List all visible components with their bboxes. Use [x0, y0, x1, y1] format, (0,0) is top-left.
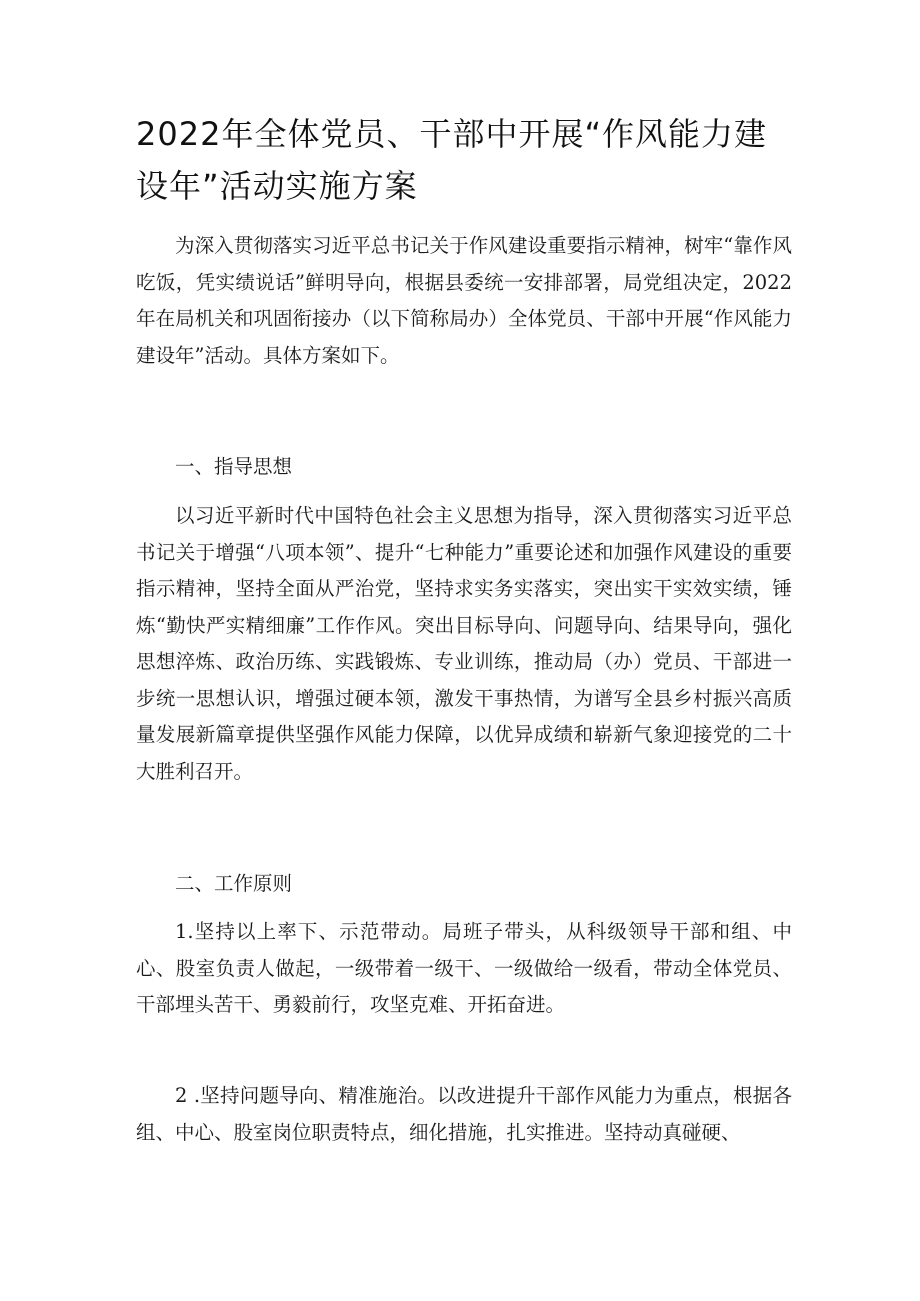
principle-1-paragraph: 1.坚持以上率下、示范带动。局班子带头，从科级领导干部和组、中心、股室负责人做起，一级带着一级干、一级做给一级看，带动全体党员、干部埋头苦干、勇毅前行，攻坚克难、开拓奋进。	[136, 920, 792, 1016]
guiding-ideology-paragraph: 以习近平新时代中国特色社会主义思想为指导，深入贯彻落实习近平总书记关于增强“八项本领”、提升“七种能力”重要论述和加强作风建设的重要指示精神，坚持全面从严治党，坚持求实务实落实，突出实干实效实绩，锤炼“勤快严实精细廉”工作作风。突出目标导向、问题导向、结果导向，强化思想淬炼、政治历练、实践锻炼、专业训练，推动局（办）党员、干部进一步统一思想认识，增强过硬本领，激发干事热情，为谱写全县乡村振兴高质量发展新篇章提供坚强作风能力保障，以优异成绩和崭新气象迎接党的二十大胜利召开。	[136, 504, 792, 783]
principle-2-paragraph: 2 .坚持问题导向、精准施治。以改进提升干部作风能力为重点，根据各组、中心、股室岗位职责特点，细化措施，扎实推进。坚持动真碰硬、	[136, 1084, 792, 1144]
section-heading-guiding-ideology: 一、指导思想	[175, 455, 293, 478]
intro-paragraph: 为深入贯彻落实习近平总书记关于作风建设重要指示精神，树牢“靠作风吃饭，凭实绩说话”鲜明导向，根据县委统一安排部署，局党组决定，2022年在局机关和巩固衔接办（以下简称局办）全体党员、干部中开展“作风能力建设年”活动。具体方案如下。	[136, 234, 792, 367]
section-heading-work-principles: 二、工作原则	[175, 872, 293, 895]
document-title: 2022年全体党员、干部中开展“作风能力建设年”活动实施方案	[136, 115, 768, 205]
